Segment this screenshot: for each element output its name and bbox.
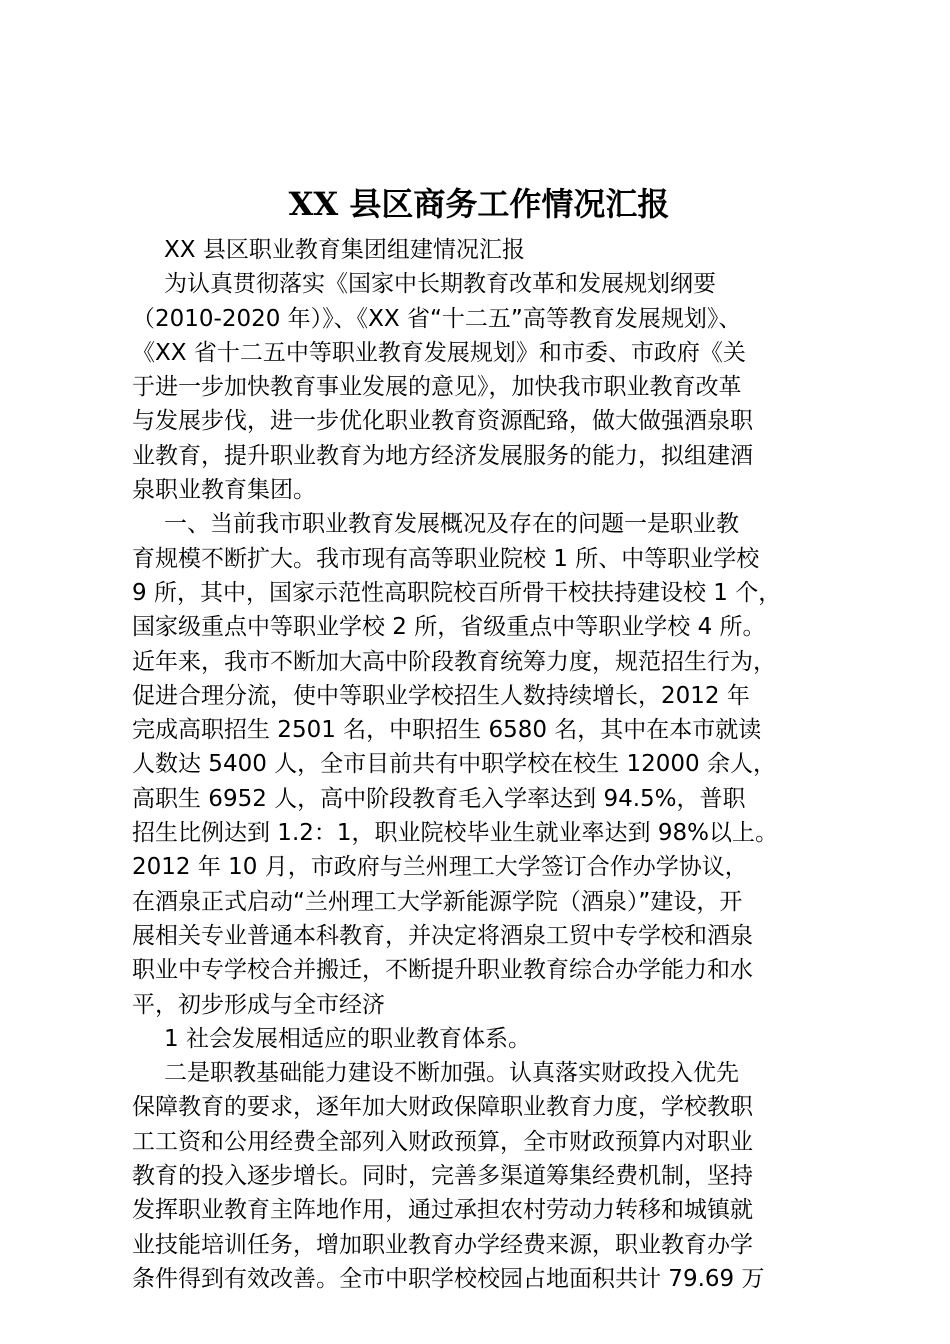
paragraph-line: 近年来，我市不断加大高中阶段教育统筹力度，规范招生行为， bbox=[132, 648, 776, 675]
paragraph-line: 为认真贯彻落实《国家中长期教育改革和发展规划纲要 bbox=[164, 271, 716, 298]
document-title: XX 县区商务工作情况汇报 bbox=[288, 185, 670, 223]
paragraph-line: 9 所，其中，国家示范性高职院校百所骨干校扶持建设校 1 个， bbox=[132, 579, 782, 606]
paragraph-line: 高职生 6952 人，高中阶段教育毛入学率达到 94.5%，普职 bbox=[132, 785, 746, 812]
paragraph-line: 一、当前我市职业教育发展概况及存在的问题一是职业教 bbox=[164, 511, 739, 538]
paragraph-line: 发挥职业教育主阵地作用，通过承担农村劳动力转移和城镇就 bbox=[132, 1197, 753, 1224]
paragraph-line: 促进合理分流，使中等职业学校招生人数持续增长，2012 年 bbox=[132, 682, 750, 709]
paragraph-line: 保障教育的要求，逐年加大财政保障职业教育力度，学校教职 bbox=[132, 1094, 753, 1121]
paragraph-line: 招生比例达到 1.2：1，职业院校毕业生就业率达到 98%以上。 bbox=[132, 820, 778, 847]
subtitle-line: XX 县区职业教育集团组建情况汇报 bbox=[164, 237, 525, 263]
paragraph-line: 2012 年 10 月，市政府与兰州理工大学签订合作办学协议， bbox=[132, 854, 748, 881]
paragraph-line: 二是职教基础能力建设不断加强。认真落实财政投入优先 bbox=[164, 1060, 739, 1087]
paragraph-line: 泉职业教育集团。 bbox=[132, 477, 316, 504]
paragraph-line: 平，初步形成与全市经济 bbox=[132, 991, 385, 1018]
paragraph-line: 业教育，提升职业教育为地方经济发展服务的能力，拟组建酒 bbox=[132, 442, 753, 469]
paragraph-line: 展相关专业普通本科教育，并决定将酒泉工贸中专学校和酒泉 bbox=[132, 922, 753, 949]
paragraph-line: 人数达 5400 人，全市目前共有中职学校在校生 12000 余人， bbox=[132, 751, 776, 778]
paragraph-line: 职业中专学校合并搬迁，不断提升职业教育综合办学能力和水 bbox=[132, 957, 753, 984]
paragraph-line: 1 社会发展相适应的职业教育体系。 bbox=[164, 1025, 531, 1052]
paragraph-line: 条件得到有效改善。全市中职学校校园占地面积共计 79.69 万 bbox=[132, 1265, 765, 1292]
paragraph-line: 与发展步伐，进一步优化职业教育资源配臵，做大做强酒泉职 bbox=[132, 408, 753, 435]
paragraph-line: 育规模不断扩大。我市现有高等职业院校 1 所、中等职业学校 bbox=[132, 545, 760, 572]
document-body bbox=[132, 233, 832, 1296]
paragraph-line: 于进一步加快教育事业发展的意见》，加快我市职业教育改革 bbox=[132, 374, 742, 401]
paragraph-line: 教育的投入逐步增长。同时，完善多渠道筹集经费机制，坚持 bbox=[132, 1163, 753, 1190]
paragraph-line: 完成高职招生 2501 名，中职招生 6580 名，其中在本市就读 bbox=[132, 717, 762, 744]
paragraph-line: 国家级重点中等职业学校 2 所，省级重点中等职业学校 4 所。 bbox=[132, 614, 766, 641]
paragraph-line: 《XX 省十二五中等职业教育发展规划》和市委、市政府《关 bbox=[132, 339, 746, 366]
paragraph-line: 工工资和公用经费全部列入财政预算，全市财政预算内对职业 bbox=[132, 1128, 753, 1155]
paragraph-line: 在酒泉正式启动“兰州理工大学新能源学院（酒泉）”建设，开 bbox=[132, 888, 743, 915]
paragraph-line: （2010-2020 年）》、《XX 省“十二五”高等教育发展规划》、 bbox=[132, 305, 742, 332]
paragraph-line: 业技能培训任务，增加职业教育办学经费来源，职业教育办学 bbox=[132, 1231, 753, 1258]
